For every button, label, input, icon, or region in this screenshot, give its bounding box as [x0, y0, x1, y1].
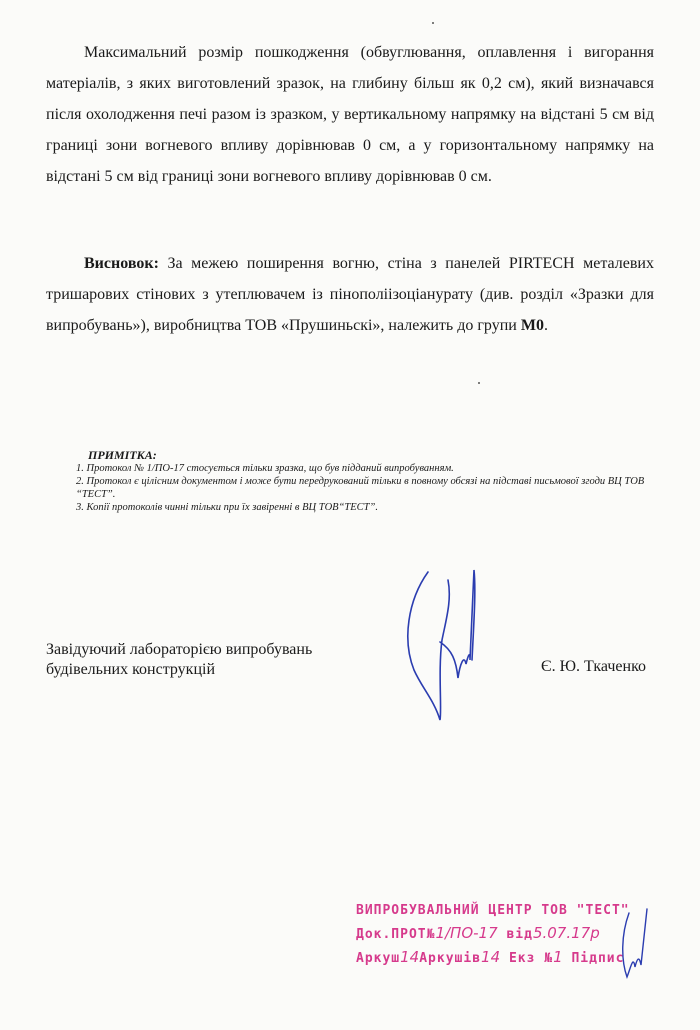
stamp-copy-value: 1: [553, 948, 563, 966]
stamp-doc-number: 1/ПО-17: [435, 924, 498, 942]
stamp-sheets-value: 14: [481, 948, 501, 966]
stamp-signature-label: Підпис: [571, 951, 625, 966]
signer-name: Є. Ю. Ткаченко: [541, 658, 647, 675]
stamp-line-3: [356, 946, 656, 970]
scan-speck: [432, 22, 434, 24]
damage-paragraph: Максимальний розмір пошкодження (обвуглювання, оплавлення і вигорання матеріалів, з яких виготовлений зразок, на глибину більш як 0,2 см), який визначався після охолодження печі разом із зразком, у вертикальному напрямку на відстані 5 см від границі зони вогневого впливу дорівнював 0 см, а у горизонтальному напрямку на відстані 5 см від границі зони вогневого впливу дорівнював 0 см.: [46, 44, 654, 185]
conclusion-label: Висновок:: [84, 255, 159, 272]
stamp-date: 5.07.17р: [532, 924, 600, 942]
conclusion-end: .: [543, 317, 548, 334]
stamp-line-2: [356, 922, 656, 946]
note-item: 3. Копії протоколів чинні тільки при їх завіренні в ВЦ ТОВ“ТЕСТ”.: [76, 502, 378, 513]
note-item: 2. Протокол є цілісним документом і може бути передрукований тільки в повному обсязі на підставі письмової згоди ВЦ ТОВ “ТЕСТ”.: [76, 476, 645, 500]
stamp-date-label: від: [506, 927, 533, 942]
scan-speck: [478, 382, 480, 384]
stamp-sheet-value: 14: [400, 948, 420, 966]
conclusion-group: М0: [520, 317, 544, 334]
signer-position-line1: Завідуючий лабораторією випробувань: [46, 641, 313, 658]
notes-block: [46, 448, 658, 514]
stamp-sheets-label: Аркушів: [419, 951, 482, 966]
notes-title: ПРИМІТКА:: [88, 448, 157, 462]
stamp-doc-label: Док.ПРОТ№: [356, 927, 436, 942]
stamp-sheet-label: Аркуш: [356, 951, 401, 966]
stamp-copy-label: Екз №: [508, 951, 554, 966]
conclusion-paragraph: [46, 248, 654, 341]
signer-position-line2: будівельних конструкцій: [46, 661, 216, 678]
stamp-line-1: ВИПРОБУВАЛЬНИЙ ЦЕНТР ТОВ "ТЕСТ": [356, 903, 630, 918]
handwritten-signature: [400, 560, 510, 740]
document-stamp: [356, 900, 656, 970]
conclusion-text: За межею поширення вогню, стіна з панелей PIRTECH металевих тришарових стінових з утеплювачем із пінополіізоціанурату (див. розділ «Зразки для випробувань»), виробництва ТОВ «Прушиньскі», належить до групи: [46, 255, 654, 334]
stamp-signature: [615, 905, 665, 995]
note-item: 1. Протокол № 1/ПО-17 стосується тільки зразка, що був підданий випробуванням.: [76, 463, 454, 474]
signer-position: [46, 640, 312, 680]
